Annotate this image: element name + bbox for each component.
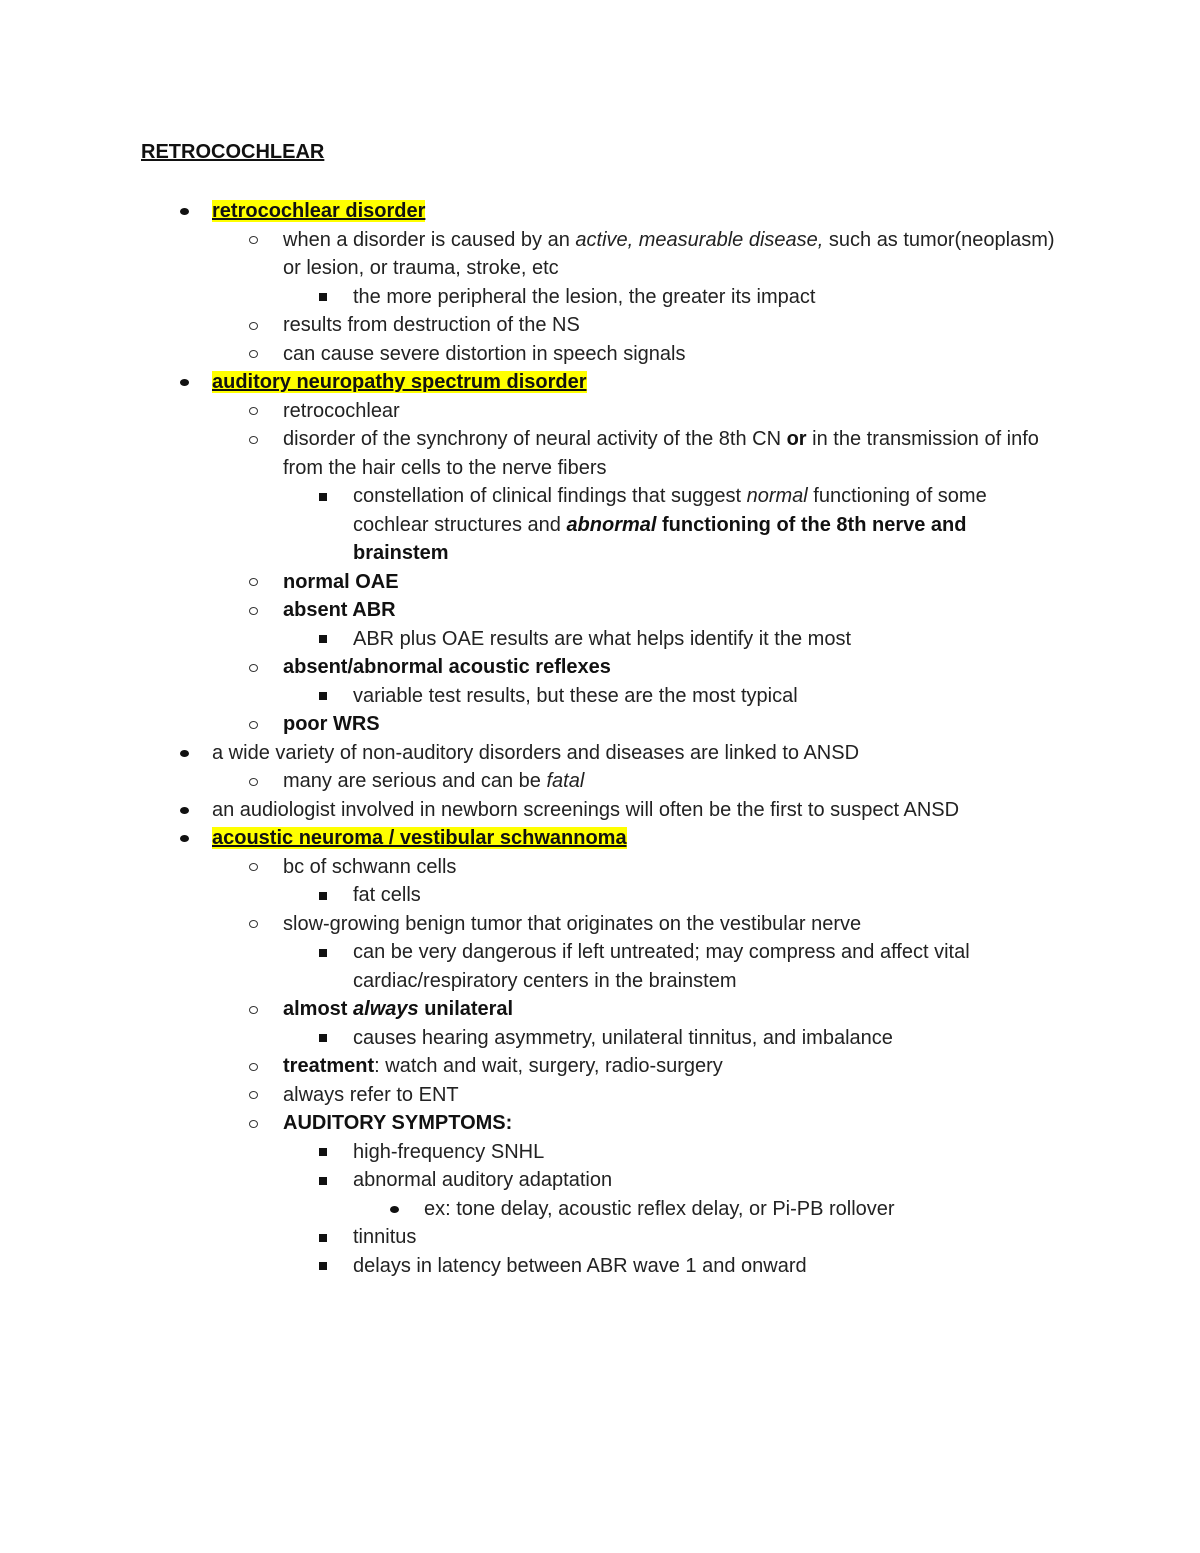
list-item — [0, 368, 1200, 397]
square-bullet-icon — [311, 283, 335, 312]
hollow-bullet-icon — [241, 653, 265, 682]
square-bullet-icon — [311, 625, 335, 654]
list-item — [0, 1166, 1200, 1195]
list-item — [0, 596, 1200, 625]
list-item — [0, 425, 1073, 482]
list-item — [0, 1052, 1200, 1081]
hollow-bullet-icon — [241, 596, 265, 625]
text: can cause severe distortion in speech signals — [283, 342, 686, 365]
text: AUDITORY SYMPTOMS: — [283, 1112, 513, 1134]
list-item — [0, 1024, 1200, 1053]
text: high-frequency SNHL — [353, 1140, 545, 1163]
list-item — [0, 881, 1200, 910]
text: such as tumor(neoplasm) or lesion, or trauma, stroke, etc — [283, 228, 1055, 279]
list-item — [0, 796, 1200, 825]
list-item — [0, 824, 1200, 853]
list-item — [0, 1081, 1200, 1110]
square-bullet-icon — [311, 938, 335, 967]
hollow-bullet-icon — [241, 340, 265, 369]
square-bullet-icon — [311, 682, 335, 711]
hollow-bullet-icon — [241, 995, 265, 1024]
text: unilateral — [418, 998, 514, 1020]
text: constellation of clinical findings that suggest — [353, 485, 747, 507]
text: results from destruction of the NS — [283, 314, 580, 336]
text: : watch and wait, surgery, radio-surgery — [374, 1055, 723, 1077]
hollow-bullet-icon — [241, 1109, 265, 1138]
list-item — [0, 197, 1200, 226]
list-item — [0, 625, 1200, 654]
hollow-bullet-icon — [241, 311, 265, 340]
list-item — [0, 311, 1200, 340]
list-item — [0, 568, 1200, 597]
filled-bullet-icon — [172, 739, 196, 768]
list-item — [0, 767, 1200, 796]
outline — [0, 197, 1200, 1280]
text: treatment — [283, 1055, 375, 1077]
list-item — [0, 995, 1200, 1024]
list-item — [0, 1109, 1200, 1138]
text: in the transmission of info from the hair cells to the nerve fibers — [283, 428, 1039, 479]
list-item — [0, 1252, 1200, 1281]
section-heading: acoustic neuroma / vestibular schwannoma — [212, 827, 627, 849]
text: many are serious and can be — [283, 770, 547, 792]
square-bullet-icon — [311, 1252, 335, 1281]
text: bc of schwann cells — [283, 855, 457, 878]
text: slow-growing benign tumor that originates on the vestibular nerve — [283, 912, 862, 935]
list-item — [0, 653, 1200, 682]
list-item — [0, 1223, 1200, 1252]
text: normal — [746, 485, 808, 507]
list-item — [0, 710, 1200, 739]
filled-bullet-icon — [382, 1195, 406, 1224]
text: an audiologist involved in newborn screenings will often be the first to suspect ANSD — [212, 798, 960, 821]
text: normal OAE — [283, 570, 399, 593]
text: fatal — [546, 770, 585, 792]
hollow-bullet-icon — [241, 910, 265, 939]
text: always refer to ENT — [283, 1083, 459, 1106]
filled-bullet-icon — [172, 824, 196, 853]
text: when a disorder is caused by an — [283, 228, 576, 251]
text: variable test results, but these are the most typical — [353, 684, 798, 707]
filled-bullet-icon — [172, 197, 196, 226]
text: tinnitus — [353, 1226, 417, 1248]
hollow-bullet-icon — [241, 767, 265, 796]
text: abnormal — [566, 513, 657, 536]
section-heading: retrocochlear disorder — [212, 200, 426, 222]
text: or — [786, 428, 807, 450]
list-item — [0, 910, 1200, 939]
hollow-bullet-icon — [241, 1081, 265, 1110]
text: absent ABR — [283, 599, 396, 621]
text: functioning of the 8th nerve and brainstem — [353, 513, 967, 564]
page-title: RETROCOCHLEAR — [141, 141, 325, 163]
text: fat cells — [353, 884, 421, 906]
list-item — [0, 739, 1200, 768]
text: ex: tone delay, acoustic reflex delay, or Pi-PB rollover — [424, 1197, 895, 1220]
text: always — [353, 998, 419, 1020]
text: abnormal auditory adaptation — [353, 1169, 613, 1191]
list-item — [0, 340, 1200, 369]
list-item — [0, 283, 1043, 312]
hollow-bullet-icon — [241, 853, 265, 882]
text: causes hearing asymmetry, unilateral tinnitus, and imbalance — [353, 1026, 893, 1049]
hollow-bullet-icon — [241, 397, 265, 426]
list-item — [0, 853, 1200, 882]
text: a wide variety of non-auditory disorders and diseases are linked to ANSD — [212, 741, 860, 764]
hollow-bullet-icon — [241, 1052, 265, 1081]
text: disorder of the synchrony of neural activity of the 8th CN — [283, 428, 787, 450]
hollow-bullet-icon — [241, 710, 265, 739]
hollow-bullet-icon — [241, 568, 265, 597]
list-item — [0, 1195, 1200, 1224]
square-bullet-icon — [311, 1138, 335, 1167]
list-item — [0, 938, 1043, 995]
text: delays in latency between ABR wave 1 and onward — [353, 1254, 807, 1277]
text: active, measurable disease, — [575, 228, 824, 251]
square-bullet-icon — [311, 482, 335, 511]
list-item — [0, 397, 1200, 426]
text: functioning of some cochlear structures and — [353, 485, 987, 536]
filled-bullet-icon — [172, 368, 196, 397]
text: poor WRS — [283, 713, 380, 735]
square-bullet-icon — [311, 1024, 335, 1053]
square-bullet-icon — [311, 1166, 335, 1195]
filled-bullet-icon — [172, 796, 196, 825]
list-item — [0, 682, 1200, 711]
text: almost — [283, 998, 354, 1020]
text: can be very dangerous if left untreated; may compress and affect vital cardiac/respiratory centers in the brainstem — [353, 941, 970, 992]
text: ABR plus OAE results are what helps identify it the most — [353, 627, 851, 650]
list-item — [0, 226, 1073, 283]
hollow-bullet-icon — [241, 226, 265, 255]
list-item — [0, 1138, 1200, 1167]
hollow-bullet-icon — [241, 425, 265, 454]
text: retrocochlear — [283, 399, 400, 422]
text: absent/abnormal acoustic reflexes — [283, 656, 611, 678]
list-item — [0, 482, 1043, 568]
text: the more peripheral the lesion, the greater its impact — [353, 285, 816, 308]
square-bullet-icon — [311, 1223, 335, 1252]
section-heading: auditory neuropathy spectrum disorder — [212, 371, 587, 393]
square-bullet-icon — [311, 881, 335, 910]
